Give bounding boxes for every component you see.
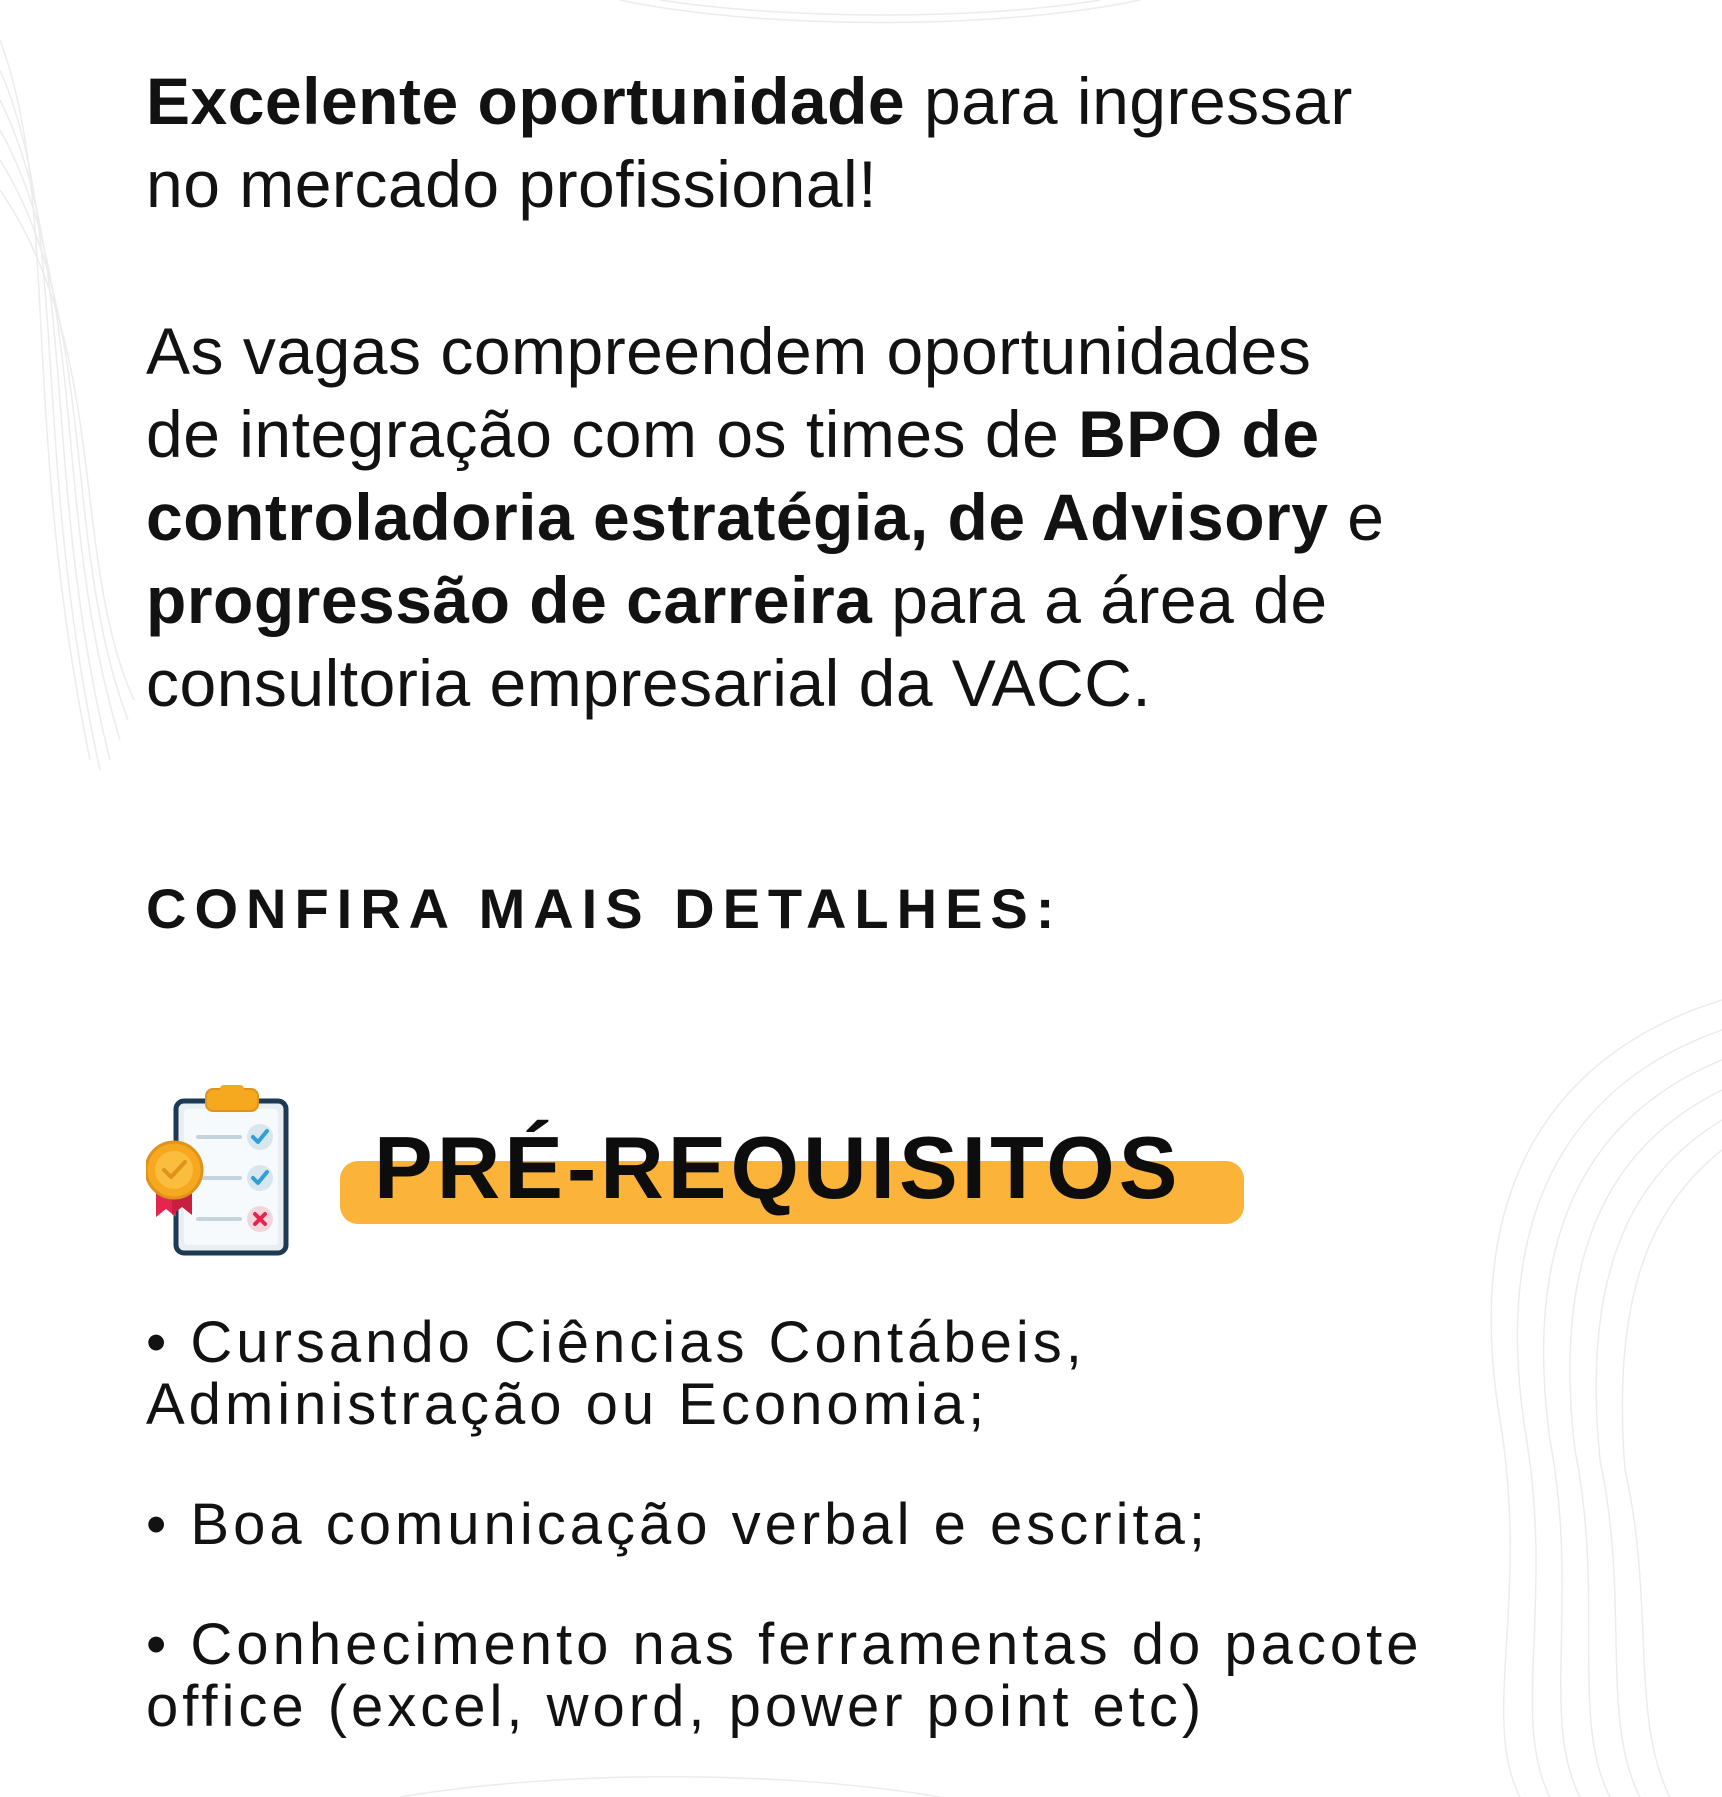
list-item-text: office (excel, word, power point etc) bbox=[146, 1674, 1206, 1739]
list-item bbox=[146, 1494, 1616, 1556]
details-heading: CONFIRA MAIS DETALHES: bbox=[146, 877, 1063, 940]
list-item-text: • Boa comunicação verbal e escrita; bbox=[146, 1492, 1209, 1557]
list-item-text: Administração ou Economia; bbox=[146, 1372, 989, 1437]
description-highlight-advisory: controladoria estratégia, de Advisory bbox=[146, 480, 1329, 554]
list-item bbox=[146, 1312, 1616, 1436]
intro-text: para ingressar bbox=[905, 64, 1353, 138]
list-item bbox=[146, 1614, 1616, 1738]
description-line2: de integração com os times de bbox=[146, 397, 1079, 471]
description-paragraph bbox=[146, 310, 1384, 725]
description-line4: para a área de bbox=[872, 563, 1328, 637]
description-highlight-bpo: BPO de bbox=[1078, 397, 1320, 471]
intro-highlight: Excelente oportunidade bbox=[146, 64, 906, 138]
prerequisites-title: PRÉ-REQUISITOS bbox=[374, 1118, 1182, 1217]
description-line1: As vagas compreendem oportunidades bbox=[146, 314, 1312, 388]
intro-text-line2: no mercado profissional! bbox=[146, 147, 878, 221]
description-line3: e bbox=[1328, 480, 1385, 554]
list-item-text: • Conhecimento nas ferramentas do pacote bbox=[146, 1612, 1423, 1677]
description-highlight-career: progressão de carreira bbox=[146, 563, 873, 637]
intro-paragraph bbox=[146, 60, 1353, 226]
list-item-text: • Cursando Ciências Contábeis, bbox=[146, 1310, 1086, 1375]
checklist-clipboard-icon bbox=[146, 1085, 296, 1257]
description-line5: consultoria empresarial da VACC. bbox=[146, 646, 1152, 720]
